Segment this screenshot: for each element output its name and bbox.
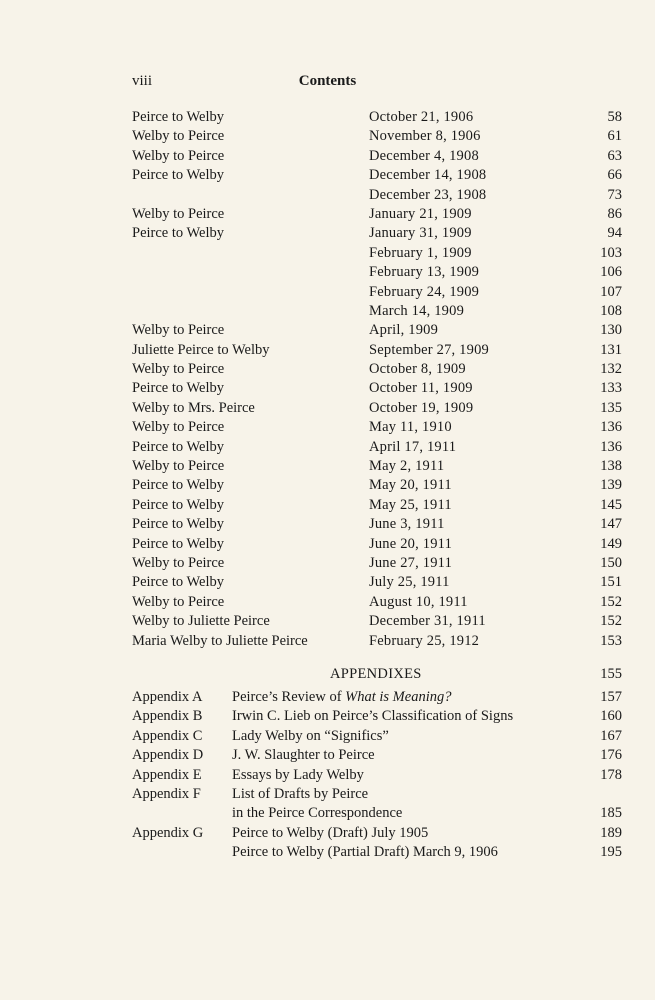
appendix-entry (0, 707, 655, 726)
letter-date: June 20, 1911 (369, 535, 453, 552)
appendix-title-text: List of Drafts by Peirce (232, 785, 369, 802)
letter-page-number: 133 (600, 380, 622, 397)
appendixes-heading-row (0, 664, 655, 684)
appendix-page-number: 178 (600, 766, 622, 783)
letter-entry (0, 496, 655, 515)
letter-entry (0, 224, 655, 243)
letter-date: November 8, 1906 (369, 128, 481, 145)
letter-correspondents: Peirce to Welby (132, 516, 224, 533)
appendix-title (232, 746, 375, 765)
appendix-title (232, 843, 498, 862)
letter-date: December 4, 1908 (369, 147, 479, 164)
letter-page-number: 132 (600, 361, 622, 378)
letter-page-number: 86 (607, 205, 622, 222)
letter-entry (0, 379, 655, 398)
letter-date: October 11, 1909 (369, 380, 473, 397)
letter-correspondents: Maria Welby to Juliette Peirce (132, 632, 308, 649)
letter-correspondents: Peirce to Welby (132, 167, 224, 184)
letter-page-number: 73 (607, 186, 622, 203)
letter-correspondents: Welby to Peirce (132, 147, 225, 164)
appendix-label: Appendix B (132, 708, 203, 725)
letter-page-number: 149 (600, 535, 622, 552)
letter-page-number: 63 (607, 147, 622, 164)
letter-correspondents: Welby to Peirce (132, 128, 225, 145)
letter-date: February 13, 1909 (369, 264, 480, 281)
letter-correspondents: Welby to Peirce (132, 322, 225, 339)
letter-page-number: 61 (607, 128, 622, 145)
letter-date: May 11, 1910 (369, 419, 452, 436)
appendix-page-number: 167 (600, 727, 622, 744)
letter-entry (0, 302, 655, 321)
appendix-page-number: 176 (600, 747, 622, 764)
letter-page-number: 147 (600, 516, 622, 533)
appendix-page-number: 189 (600, 824, 622, 841)
letter-correspondents: Welby to Peirce (132, 361, 225, 378)
letter-entry (0, 573, 655, 592)
letter-correspondents: Peirce to Welby (132, 477, 224, 494)
appendix-entry (0, 766, 655, 785)
letter-correspondents: Peirce to Welby (132, 225, 224, 242)
letter-page-number: 94 (607, 225, 622, 242)
letter-date: February 25, 1912 (369, 632, 480, 649)
letter-entry (0, 515, 655, 534)
letter-entry (0, 593, 655, 612)
letter-entry (0, 612, 655, 631)
letter-entry (0, 127, 655, 146)
appendix-title (232, 727, 389, 746)
letter-entry (0, 263, 655, 282)
appendix-entry (0, 785, 655, 804)
letter-page-number: 152 (600, 613, 622, 630)
appendix-title-text: Lady Welby on “Significs” (232, 727, 389, 744)
appendix-title-text: in the Peirce Correspondence (232, 805, 403, 822)
letter-correspondents: Peirce to Welby (132, 438, 224, 455)
letter-entry (0, 283, 655, 302)
letter-page-number: 135 (600, 399, 622, 416)
letter-date: September 27, 1909 (369, 341, 489, 358)
letter-date: August 10, 1911 (369, 593, 468, 610)
appendix-label: Appendix E (132, 766, 202, 783)
page-number: viii (132, 73, 153, 89)
letter-date: December 23, 1908 (369, 186, 487, 203)
letter-entry (0, 418, 655, 437)
appendix-title-text: Essays by Lady Welby (232, 766, 364, 783)
letter-correspondents: Juliette Peirce to Welby (132, 341, 270, 358)
letter-correspondents: Welby to Peirce (132, 205, 225, 222)
appendix-label: Appendix D (132, 747, 204, 764)
letter-entry (0, 321, 655, 340)
letter-correspondents: Peirce to Welby (132, 109, 224, 125)
appendix-title (232, 688, 451, 707)
letter-page-number: 151 (600, 574, 622, 591)
letter-page-number: 136 (600, 419, 622, 436)
appendix-label: Appendix C (132, 727, 203, 744)
appendix-entry (0, 804, 655, 823)
letter-correspondents: Welby to Juliette Peirce (132, 613, 270, 630)
letter-entry (0, 244, 655, 263)
letter-correspondents: Welby to Mrs. Peirce (132, 399, 255, 416)
letter-entry (0, 108, 655, 127)
letter-date: May 25, 1911 (369, 496, 452, 513)
page-title: Contents (298, 73, 357, 89)
letter-page-number: 153 (600, 632, 622, 649)
letter-page-number: 150 (600, 554, 622, 571)
letter-date: October 19, 1909 (369, 399, 474, 416)
appendix-entry (0, 727, 655, 746)
letter-entry (0, 632, 655, 651)
appendix-label: Appendix F (132, 785, 201, 802)
letter-date: December 14, 1908 (369, 167, 487, 184)
appendix-entry (0, 843, 655, 862)
letter-entry (0, 205, 655, 224)
appendix-title-italic: What is Meaning? (345, 689, 452, 705)
letter-date: June 27, 1911 (369, 554, 453, 571)
letter-page-number: 152 (600, 593, 622, 610)
letter-page-number: 131 (600, 341, 622, 358)
appendix-page-number: 157 (600, 689, 622, 705)
letter-entry (0, 399, 655, 418)
letter-correspondents: Welby to Peirce (132, 593, 225, 610)
letter-page-number: 145 (600, 496, 622, 513)
letter-date: December 31, 1911 (369, 613, 486, 630)
letter-page-number: 138 (600, 458, 622, 475)
letter-correspondents: Peirce to Welby (132, 380, 224, 397)
letter-entry (0, 166, 655, 185)
letter-page-number: 103 (600, 244, 622, 261)
appendix-page-number: 195 (600, 844, 622, 861)
appendix-entry (0, 824, 655, 843)
appendixes-heading: APPENDIXES (330, 666, 422, 682)
appendix-label: Appendix G (132, 824, 204, 841)
appendix-entry (0, 688, 655, 707)
letter-entry (0, 554, 655, 573)
appendix-title-text: Irwin C. Lieb on Peirce’s Classification of Signs (232, 708, 514, 725)
letter-page-number: 108 (600, 302, 622, 319)
appendix-title (232, 766, 364, 785)
letter-entry (0, 438, 655, 457)
appendix-label: Appendix A (132, 689, 203, 705)
letters-list (0, 108, 655, 651)
letter-date: July 25, 1911 (369, 574, 450, 591)
letter-page-number: 66 (607, 167, 622, 184)
letter-date: April, 1909 (369, 322, 439, 339)
letter-page-number: 106 (600, 264, 622, 281)
letter-correspondents: Welby to Peirce (132, 419, 225, 436)
letter-entry (0, 535, 655, 554)
appendix-title (232, 824, 428, 843)
appendix-title-text: Peirce to Welby (Draft) July 1905 (232, 824, 429, 841)
letter-page-number: 139 (600, 477, 622, 494)
letter-entry (0, 476, 655, 495)
letter-correspondents: Peirce to Welby (132, 535, 224, 552)
letter-date: June 3, 1911 (369, 516, 445, 533)
letter-date: October 8, 1909 (369, 361, 466, 378)
letter-correspondents: Peirce to Welby (132, 574, 224, 591)
appendix-title-text: Peirce’s Review of (232, 689, 346, 705)
appendix-title-text: Peirce to Welby (Partial Draft) March 9, 1906 (232, 844, 498, 861)
letter-page-number: 58 (607, 109, 622, 125)
letter-page-number: 136 (600, 438, 622, 455)
letter-page-number: 107 (600, 283, 622, 300)
appendix-entry (0, 746, 655, 765)
appendix-title-text: J. W. Slaughter to Peirce (232, 747, 375, 764)
appendix-page-number: 160 (600, 708, 622, 725)
appendix-title (232, 707, 513, 726)
letter-date: May 2, 1911 (369, 458, 445, 475)
letter-date: February 24, 1909 (369, 283, 480, 300)
letter-date: October 21, 1906 (369, 109, 474, 125)
letter-date: April 17, 1911 (369, 438, 457, 455)
appendixes-page: 155 (600, 666, 622, 682)
letter-entry (0, 341, 655, 360)
letter-date: March 14, 1909 (369, 302, 465, 319)
letter-correspondents: Welby to Peirce (132, 554, 225, 571)
letter-entry (0, 186, 655, 205)
letter-date: January 31, 1909 (369, 225, 472, 242)
letter-date: May 20, 1911 (369, 477, 452, 494)
appendix-title (232, 804, 402, 823)
letter-correspondents: Peirce to Welby (132, 496, 224, 513)
letter-entry (0, 360, 655, 379)
appendix-title (232, 785, 368, 804)
letter-page-number: 130 (600, 322, 622, 339)
letter-entry (0, 457, 655, 476)
letter-entry (0, 147, 655, 166)
appendix-page-number: 185 (600, 805, 622, 822)
letter-correspondents: Welby to Peirce (132, 458, 225, 475)
letter-date: January 21, 1909 (369, 205, 472, 222)
letter-date: February 1, 1909 (369, 244, 472, 261)
appendixes-list (0, 688, 655, 863)
